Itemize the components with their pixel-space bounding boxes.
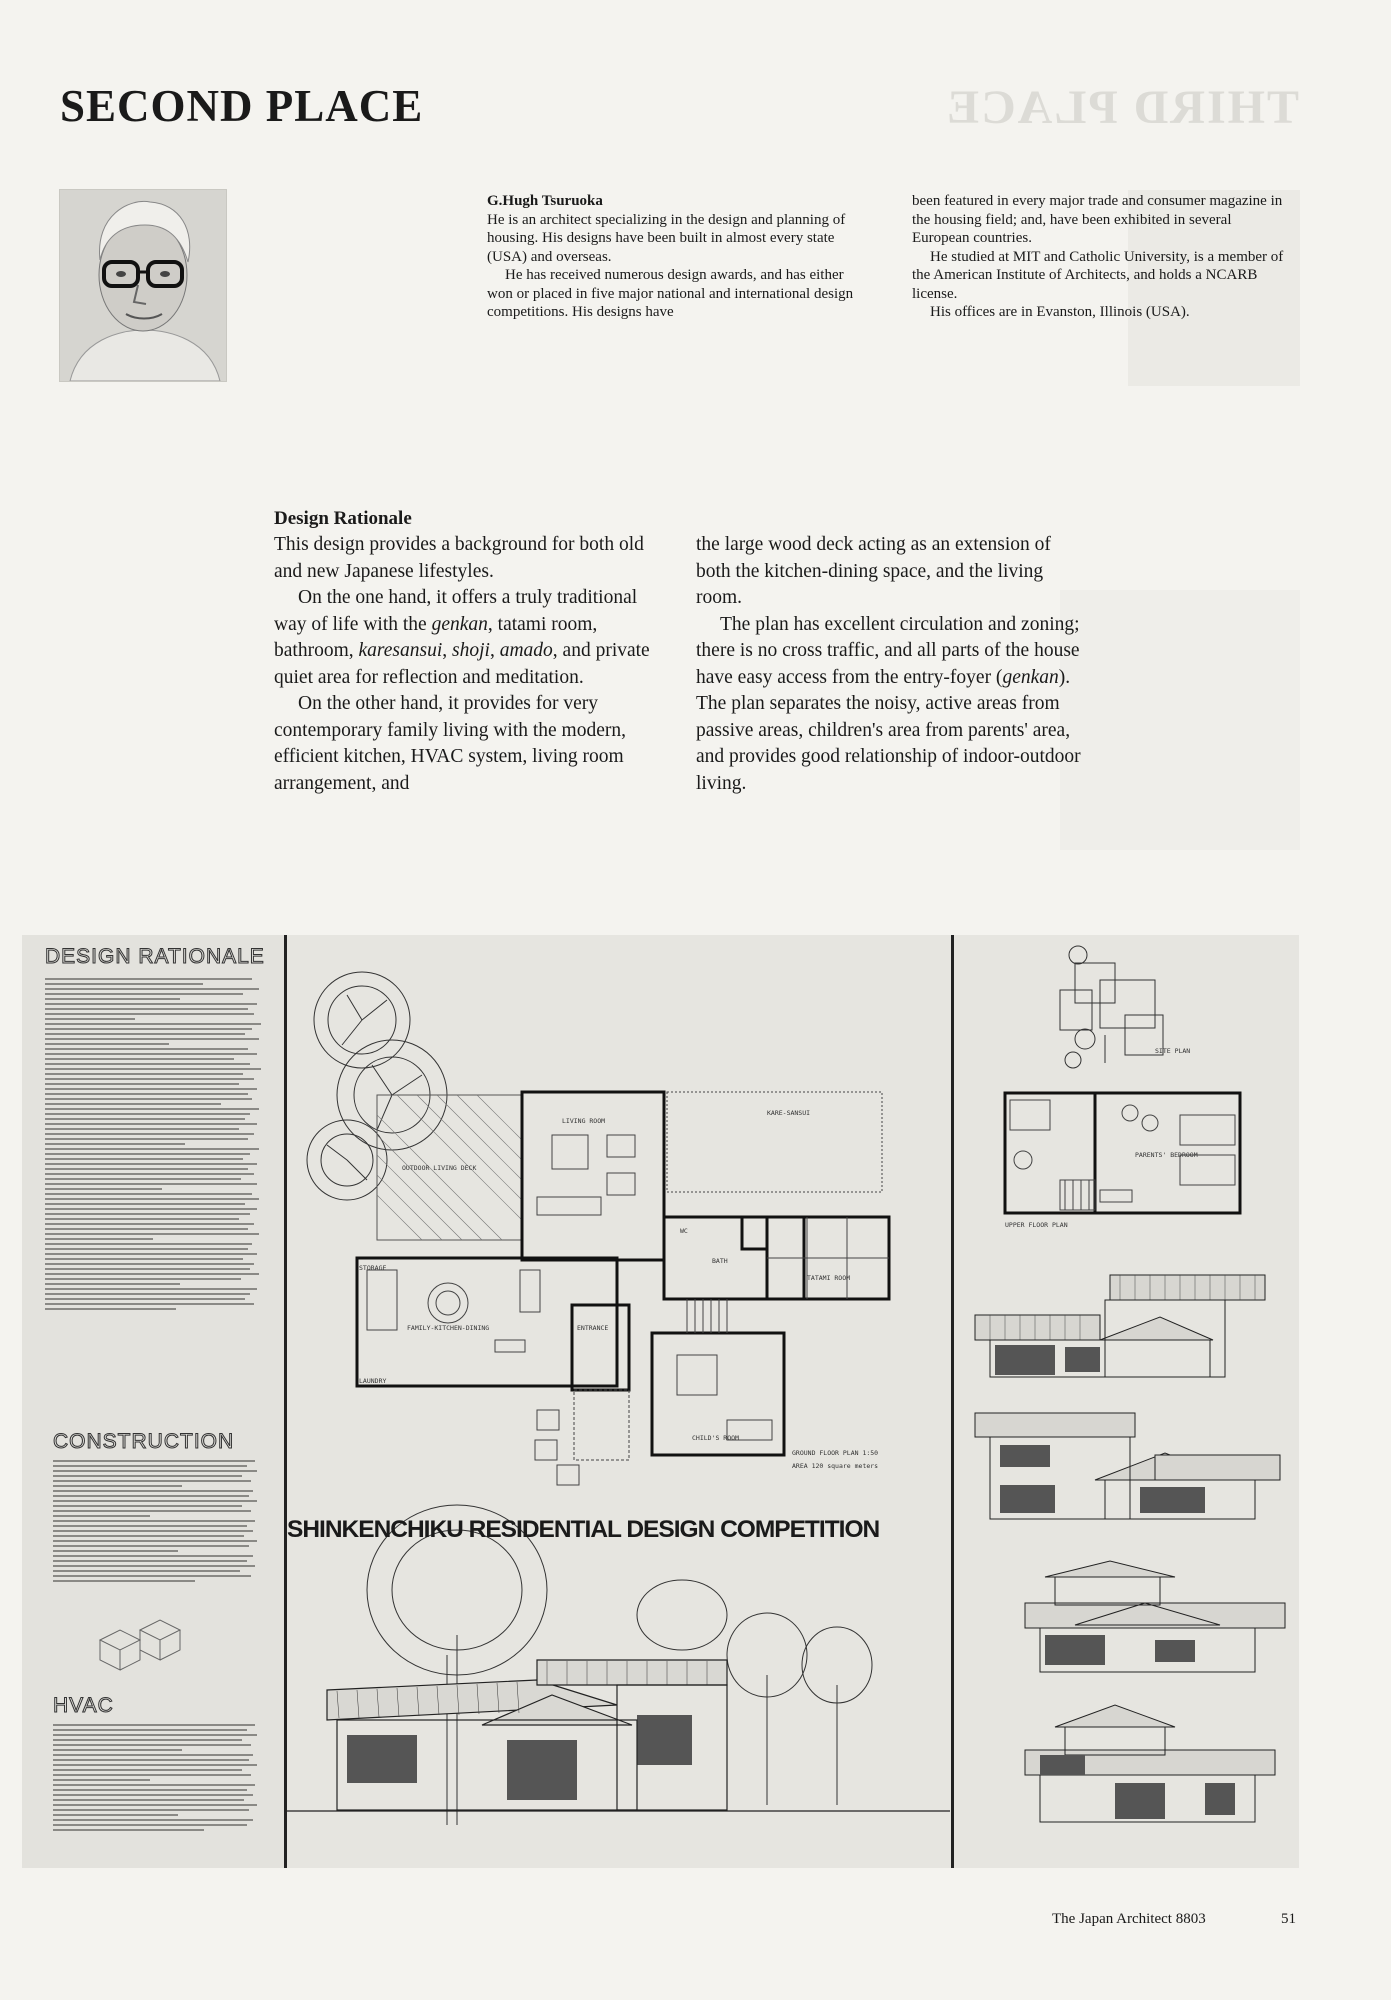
plan-label-area: AREA 120 square meters	[792, 1462, 879, 1470]
modular-box-sketch	[90, 1610, 200, 1680]
bio-column-2	[912, 192, 1290, 322]
plan-label-ground-floor: GROUND FLOOR PLAN 1:50	[792, 1449, 879, 1457]
plan-label-karesansui: KARE-SANSUI	[767, 1109, 811, 1117]
page-number: 51	[1281, 1911, 1296, 1927]
page-title: SECOND PLACE	[60, 81, 424, 131]
board-title: SHINKENCHIKU RESIDENTIAL DESIGN COMPETITION	[287, 1516, 880, 1543]
rationale-heading: Design Rationale	[274, 508, 412, 529]
plan-label-entrance: ENTRANCE	[577, 1324, 609, 1332]
plan-label-site: SITE PLAN	[1155, 1047, 1191, 1055]
rationale-paragraph: The plan has excellent circulation and zoning; there is no cross traffic, and all parts of the house have easy access from the entry-foyer (genkan). The plan separates the noisy, active areas from passive areas, children's area from parents' area, and provides good relationship of indoor-outdoor living.	[696, 613, 1081, 794]
journal-name: The Japan Architect 8803	[1052, 1911, 1206, 1927]
rationale-paragraph: On the one hand, it offers a truly traditional way of life with the genkan, tatami room, bathroom, karesansui, shoji, amado, and private quiet area for reflection and meditation.	[274, 587, 650, 688]
bio-paragraph: His offices are in Evanston, Illinois (USA).	[930, 304, 1190, 320]
ground-floor-plan-drawing	[287, 935, 950, 1868]
rationale-column-1	[274, 506, 655, 797]
board-text-block	[53, 1460, 268, 1585]
plan-label-child: CHILD'S ROOM	[692, 1434, 739, 1442]
plan-label-kitchen: FAMILY-KITCHEN-DINING	[407, 1324, 490, 1332]
board-heading-construction: CONSTRUCTION	[53, 1430, 235, 1453]
plan-label-living-room: LIVING ROOM	[562, 1117, 606, 1125]
bio-paragraph: He has received numerous design awards, and has either won or placed in five major national and international design competitions. His designs have	[487, 267, 854, 320]
rationale-column-2	[696, 532, 1086, 797]
architect-portrait	[59, 189, 227, 382]
plan-label-parents-bedroom: PARENTS' BEDROOM	[1135, 1151, 1198, 1159]
bio-paragraph: been featured in every major trade and consumer magazine in the housing field; and, have been exhibited in several European countries.	[912, 193, 1283, 246]
board-text-block	[45, 978, 270, 1313]
architect-name: G.Hugh Tsuruoka	[487, 193, 603, 209]
plan-label-outdoor-deck: OUTDOOR LIVING DECK	[402, 1164, 477, 1172]
plan-label-wc: WC	[680, 1227, 688, 1235]
plans-and-elevations	[955, 935, 1299, 1868]
rationale-paragraph: This design provides a background for both old and new Japanese lifestyles.	[274, 534, 644, 582]
bio-paragraph: He is an architect specializing in the design and planning of housing. His designs have been built in almost every state (USA) and overseas.	[487, 211, 846, 265]
board-heading-hvac: HVAC	[53, 1694, 114, 1717]
bleed-through-block	[1060, 590, 1300, 850]
plan-label-upper-floor: UPPER FLOOR PLAN	[1005, 1221, 1068, 1229]
bio-paragraph: He studied at MIT and Catholic University, is a member of the American Institute of Architects, and holds a NCARB license.	[912, 248, 1284, 302]
plan-label-storage: STORAGE	[359, 1264, 387, 1272]
board-heading-design-rationale: DESIGN RATIONALE	[45, 945, 265, 968]
plan-label-bath: BATH	[712, 1257, 728, 1265]
board-divider	[951, 935, 954, 1868]
bleed-through-heading: THIRD PLACE	[945, 81, 1300, 134]
board-text-block	[53, 1724, 268, 1834]
plan-label-laundry: LAUNDRY	[359, 1377, 387, 1385]
rationale-paragraph: the large wood deck acting as an extension of both the kitchen-dining space, and the living room.	[696, 534, 1051, 608]
plan-label-tatami: TATAMI ROOM	[807, 1274, 851, 1282]
bio-column-1	[487, 192, 869, 322]
rationale-paragraph: On the other hand, it provides for very contemporary family living with the modern, efficient kitchen, HVAC system, living room arrangement, and	[274, 693, 626, 794]
